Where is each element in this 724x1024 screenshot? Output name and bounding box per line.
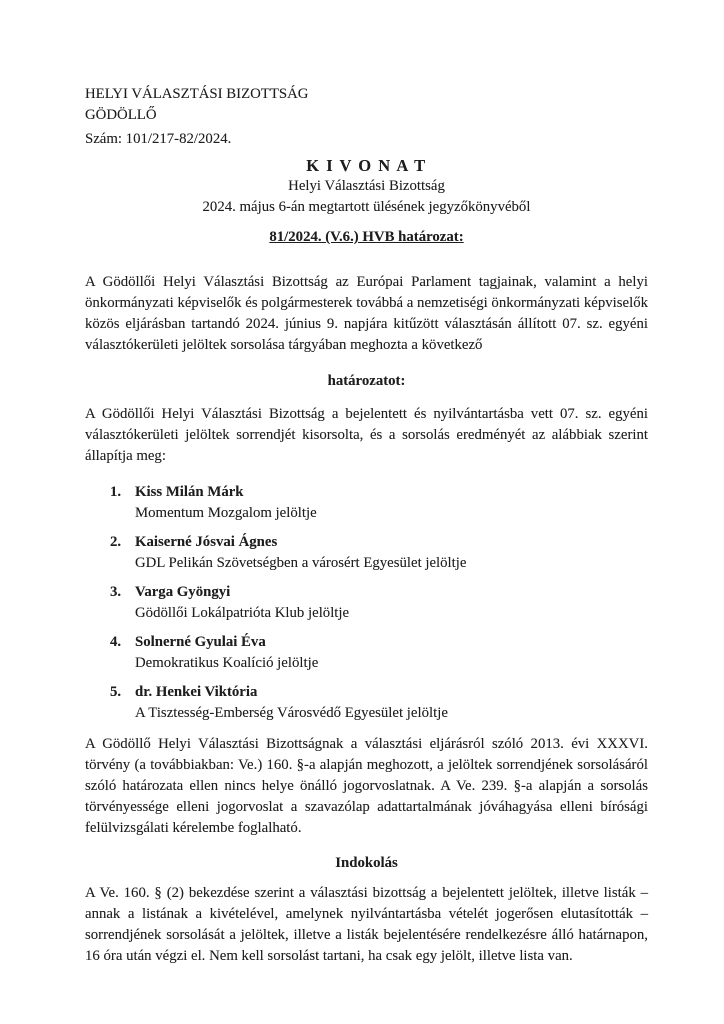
decision-body-paragraph: A Gödöllői Helyi Választási Bizottság a bejelentett és nyilvántartásba vett 07. sz. egyéni választókerületi jelöltek sorrendjét kisorsolta, és a sorsolás eredményét az alábbiak szerint állapítja meg: [85,405,648,464]
intro-paragraph: A Gödöllői Helyi Választási Bizottság az Európai Parlament tagjainak, valamint a helyi önkormányzati képviselők és polgármesterek továbbá a nemzetiségi önkormányzati képviselők közös eljárásban tartandó 2024. június 9. napjára kitűzött választásán állított 07. sz. egyéni választókerületi jelöltek sorsolása tárgyában meghozta a következő [85,274,648,353]
candidate-name: Kiss Milán Márk [135,483,244,500]
candidate-number: 2. [110,533,122,550]
document-header [85,84,648,150]
org-name: HELYI VÁLASZTÁSI BIZOTTSÁG [85,86,309,102]
candidate-item [85,482,648,524]
candidate-item [85,532,648,574]
candidate-nominator: Demokratikus Koalíció jelöltje [135,654,319,671]
decision-heading: határozatot: [327,372,406,389]
candidate-item [85,582,648,624]
candidate-number: 4. [110,633,122,650]
candidate-name: Kaiserné Jósvai Ágnes [135,533,278,550]
org-city: GÖDÖLLŐ [85,107,157,123]
legal-remedy-paragraph: A Gödöllő Helyi Választási Bizottságnak a választási eljárásról szóló 2013. évi XXXVI. törvény (a továbbiakban: Ve.) 160. §-a alapján meghozott, a jelöltek sorrendjének sorsolásáról szóló határozata ellen nincs helye önálló jogorvoslatnak. A Ve. 239. §-a alapján a sorsolás törvényessége elleni jogorvoslat a szavazólap adattartalmának jóváhagyása elleni bírósági felülvizsgálati kérelembe foglalható. [85,735,648,836]
candidate-name: Solnerné Gyulai Éva [135,633,266,650]
candidate-item [85,682,648,724]
session-info: 2024. május 6-án megtartott ülésének jegyzőkönyvéből [202,199,531,215]
committee-name: Helyi Választási Bizottság [288,178,445,194]
document-number: Szám: 101/217-82/2024. [85,131,232,147]
candidate-number: 3. [110,583,122,600]
candidate-number: 5. [110,683,122,700]
justification-heading: Indokolás [335,855,398,872]
title-block [85,155,648,218]
justification-paragraph: A Ve. 160. § (2) bekezdése szerint a választási bizottság a bejelentett jelöltek, illetve listák – annak a listának a kivételével, amelynek nyilvántartásba vételét jogerősen elutasították – sorrendjének sorsolását a jelöltek, illetve a listák bejelentésére rendelkezésre álló határnapon, 16 óra után végzi el. Nem kell sorsolást tartani, ha csak egy jelölt, illetve lista van. [85,885,648,965]
candidate-name: dr. Henkei Viktória [135,683,258,700]
candidate-nominator: Momentum Mozgalom jelöltje [135,504,317,521]
decision-number-heading: 81/2024. (V.6.) HVB határozat: [269,229,464,245]
candidate-item [85,632,648,674]
document-title: K I V O N A T [306,156,427,175]
candidate-list [85,482,648,724]
candidate-nominator: A Tisztesség-Emberség Városvédő Egyesület jelöltje [135,704,448,721]
candidate-nominator: Gödöllői Lokálpatrióta Klub jelöltje [135,604,350,621]
candidate-nominator: GDL Pelikán Szövetségben a városért Egyesület jelöltje [135,554,467,571]
candidate-number: 1. [110,483,122,500]
candidate-name: Varga Gyöngyi [135,583,231,600]
